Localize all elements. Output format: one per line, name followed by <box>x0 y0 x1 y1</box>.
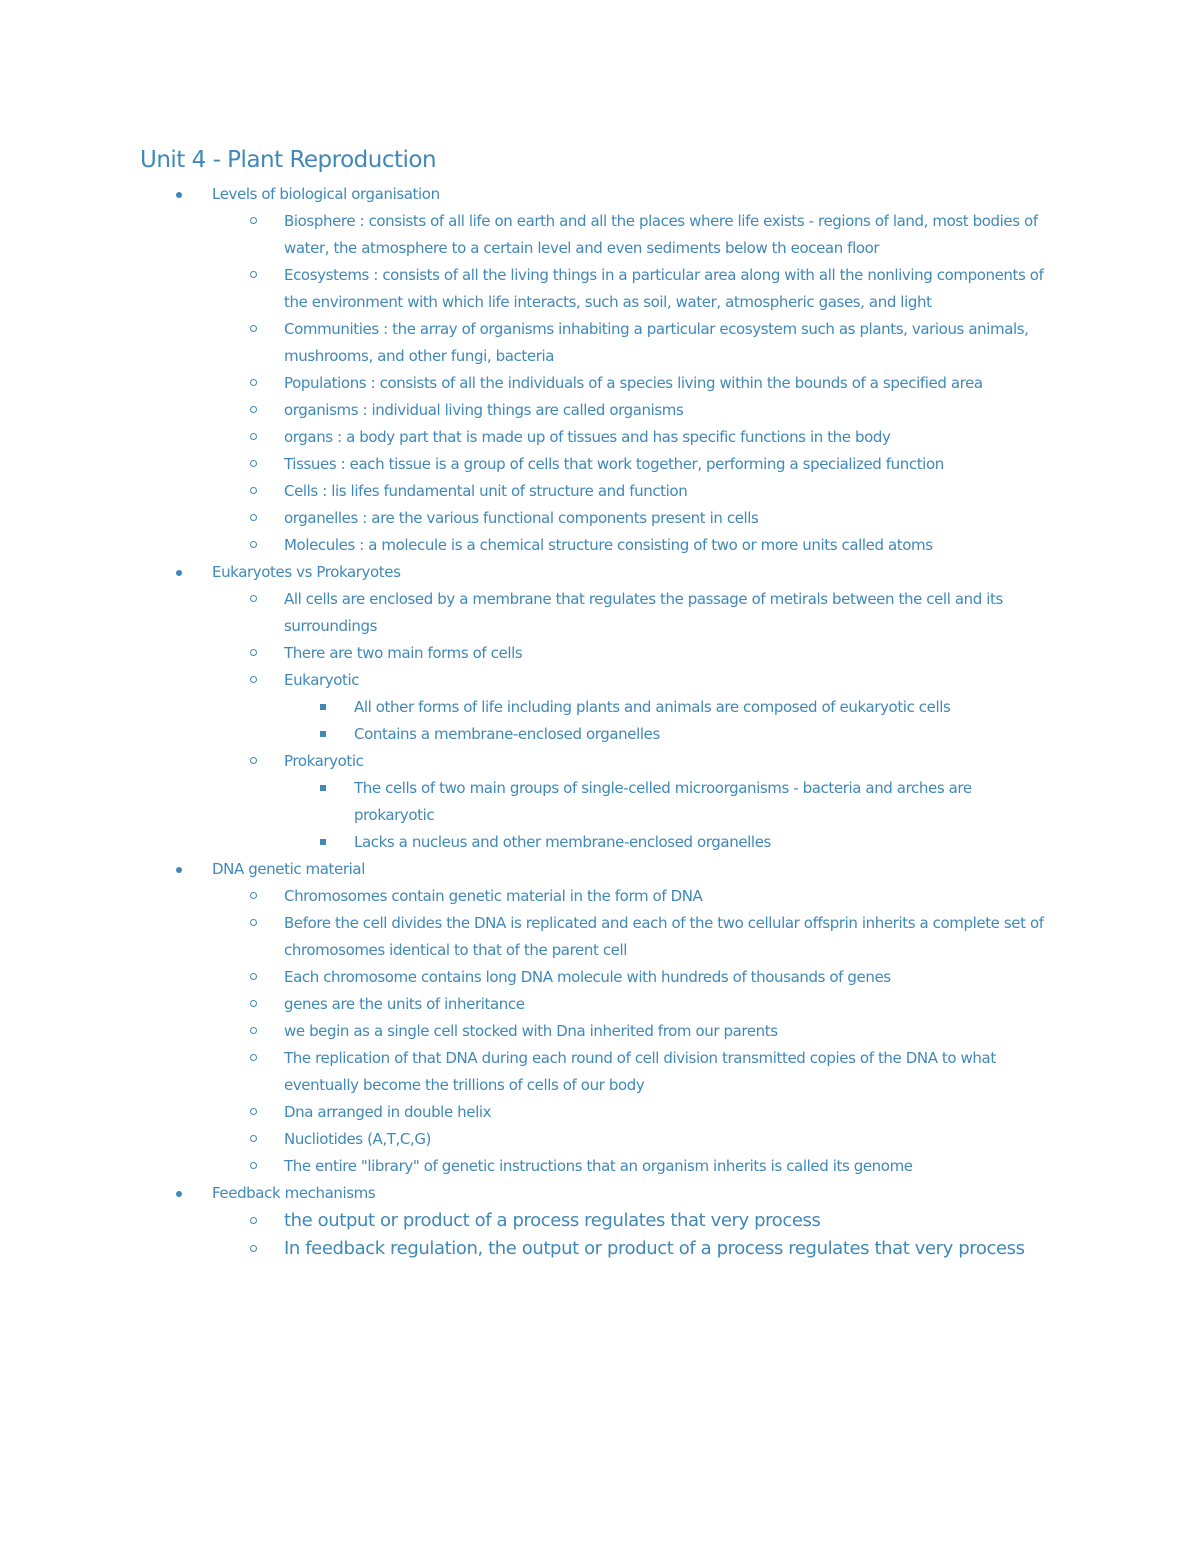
list-item <box>0 1045 1070 1099</box>
list-item-text: Prokaryotic <box>284 752 364 770</box>
sub-list <box>212 883 1072 1180</box>
list-item <box>0 1235 1070 1263</box>
hollow-bullet-icon <box>250 676 257 683</box>
list-item <box>0 748 1070 856</box>
sub-list <box>212 1207 1072 1263</box>
list-item <box>0 451 1070 478</box>
list-item-text: Eukaryotic <box>284 671 360 689</box>
filled-bullet-icon <box>176 192 182 198</box>
section-item <box>0 181 1072 559</box>
hollow-bullet-icon <box>250 919 257 926</box>
nested-list-item <box>0 829 1054 856</box>
list-item-text: Biosphere : consists of all life on earth and all the places where life exists - regions of land, most bodies of water, the atmosphere to a certain level and even sediments below th eocean floor <box>284 212 1038 257</box>
hollow-bullet-icon <box>250 649 257 656</box>
list-item <box>0 640 1070 667</box>
hollow-bullet-icon <box>250 1000 257 1007</box>
list-item <box>0 964 1070 991</box>
hollow-bullet-icon <box>250 1162 257 1169</box>
list-item <box>0 991 1070 1018</box>
list-item-text: Populations : consists of all the individuals of a species living within the bounds of a specified area <box>284 374 983 392</box>
section-heading: DNA genetic material <box>212 860 365 878</box>
list-item <box>0 586 1070 640</box>
hollow-bullet-icon <box>250 1108 257 1115</box>
list-item <box>0 397 1070 424</box>
filled-bullet-icon <box>176 570 182 576</box>
list-item <box>0 208 1070 262</box>
nested-list-item <box>0 721 1054 748</box>
sub-list <box>212 208 1072 559</box>
nested-list-item-text: All other forms of life including plants and animals are composed of eukaryotic cells <box>354 698 951 716</box>
hollow-bullet-icon <box>250 325 257 332</box>
page-title: Unit 4 - Plant Reproduction <box>140 147 437 173</box>
hollow-bullet-icon <box>250 487 257 494</box>
list-item <box>0 532 1070 559</box>
section-heading: Levels of biological organisation <box>212 185 440 203</box>
square-bullet-icon <box>320 785 326 791</box>
filled-bullet-icon <box>176 1191 182 1197</box>
hollow-bullet-icon <box>250 379 257 386</box>
hollow-bullet-icon <box>250 541 257 548</box>
hollow-bullet-icon <box>250 406 257 413</box>
list-item-text: Before the cell divides the DNA is replicated and each of the two cellular offsprin inherits a complete set of chromosomes identical to that of the parent cell <box>284 914 1044 959</box>
list-item-text: Communities : the array of organisms inhabiting a particular ecosystem such as plants, various animals, mushrooms, and other fungi, bacteria <box>284 320 1029 365</box>
list-item <box>0 316 1070 370</box>
list-item-text: Tissues : each tissue is a group of cells that work together, performing a specialized function <box>284 455 944 473</box>
hollow-bullet-icon <box>250 514 257 521</box>
hollow-bullet-icon <box>250 271 257 278</box>
section-heading: Feedback mechanisms <box>212 1184 376 1202</box>
hollow-bullet-icon <box>250 892 257 899</box>
filled-bullet-icon <box>176 867 182 873</box>
hollow-bullet-icon <box>250 433 257 440</box>
list-item <box>0 370 1070 397</box>
nested-list <box>284 775 1070 856</box>
square-bullet-icon <box>320 731 326 737</box>
list-item-text: The entire "library" of genetic instructions that an organism inherits is called its genome <box>284 1157 913 1175</box>
list-item <box>0 667 1070 748</box>
square-bullet-icon <box>320 704 326 710</box>
list-item-text: There are two main forms of cells <box>284 644 523 662</box>
hollow-bullet-icon <box>250 595 257 602</box>
list-item-text: Cells : lis lifes fundamental unit of structure and function <box>284 482 688 500</box>
list-item <box>0 505 1070 532</box>
list-item-text: Ecosystems : consists of all the living things in a particular area along with all the nonliving components of the environment with which life interacts, such as soil, water, atmospheric gases, and light <box>284 266 1044 311</box>
hollow-bullet-icon <box>250 1217 257 1224</box>
section-item <box>0 559 1072 856</box>
list-item-text: Molecules : a molecule is a chemical structure consisting of two or more units called atoms <box>284 536 933 554</box>
list-item <box>0 1099 1070 1126</box>
list-item-text: In feedback regulation, the output or product of a process regulates that very process <box>284 1238 1025 1259</box>
list-item <box>0 1153 1070 1180</box>
list-item-text: we begin as a single cell stocked with Dna inherited from our parents <box>284 1022 778 1040</box>
list-item-text: organelles : are the various functional components present in cells <box>284 509 759 527</box>
list-item <box>0 478 1070 505</box>
notes-outline <box>0 181 1200 1263</box>
nested-list-item <box>0 694 1054 721</box>
section-item <box>0 856 1072 1180</box>
list-item-text: All cells are enclosed by a membrane that regulates the passage of metirals between the cell and its surroundings <box>284 590 1003 635</box>
hollow-bullet-icon <box>250 217 257 224</box>
list-item-text: Chromosomes contain genetic material in the form of DNA <box>284 887 703 905</box>
square-bullet-icon <box>320 839 326 845</box>
list-item <box>0 883 1070 910</box>
nested-list-item-text: The cells of two main groups of single-celled microorganisms - bacteria and arches are prokaryotic <box>354 779 972 824</box>
list-item-text: Nucliotides (A,T,C,G) <box>284 1130 431 1148</box>
list-item <box>0 910 1070 964</box>
list-item <box>0 1126 1070 1153</box>
list-item <box>0 1018 1070 1045</box>
hollow-bullet-icon <box>250 460 257 467</box>
list-item-text: genes are the units of inheritance <box>284 995 525 1013</box>
list-item-text: The replication of that DNA during each round of cell division transmitted copies of the DNA to what eventually become the trillions of cells of our body <box>284 1049 996 1094</box>
hollow-bullet-icon <box>250 1054 257 1061</box>
list-item-text: Each chromosome contains long DNA molecule with hundreds of thousands of genes <box>284 968 891 986</box>
hollow-bullet-icon <box>250 973 257 980</box>
hollow-bullet-icon <box>250 757 257 764</box>
list-item-text: Dna arranged in double helix <box>284 1103 492 1121</box>
nested-list-item-text: Contains a membrane-enclosed organelles <box>354 725 660 743</box>
nested-list-item <box>0 775 1054 829</box>
hollow-bullet-icon <box>250 1245 257 1252</box>
list-item <box>0 262 1070 316</box>
nested-list <box>284 694 1070 748</box>
list-item <box>0 1207 1070 1235</box>
section-heading: Eukaryotes vs Prokaryotes <box>212 563 401 581</box>
hollow-bullet-icon <box>250 1135 257 1142</box>
list-item-text: the output or product of a process regulates that very process <box>284 1210 821 1231</box>
nested-list-item-text: Lacks a nucleus and other membrane-enclosed organelles <box>354 833 771 851</box>
list-item-text: organs : a body part that is made up of tissues and has specific functions in the body <box>284 428 891 446</box>
list-item-text: organisms : individual living things are called organisms <box>284 401 684 419</box>
hollow-bullet-icon <box>250 1027 257 1034</box>
list-item <box>0 424 1070 451</box>
section-item <box>0 1180 1072 1263</box>
sub-list <box>212 586 1072 856</box>
